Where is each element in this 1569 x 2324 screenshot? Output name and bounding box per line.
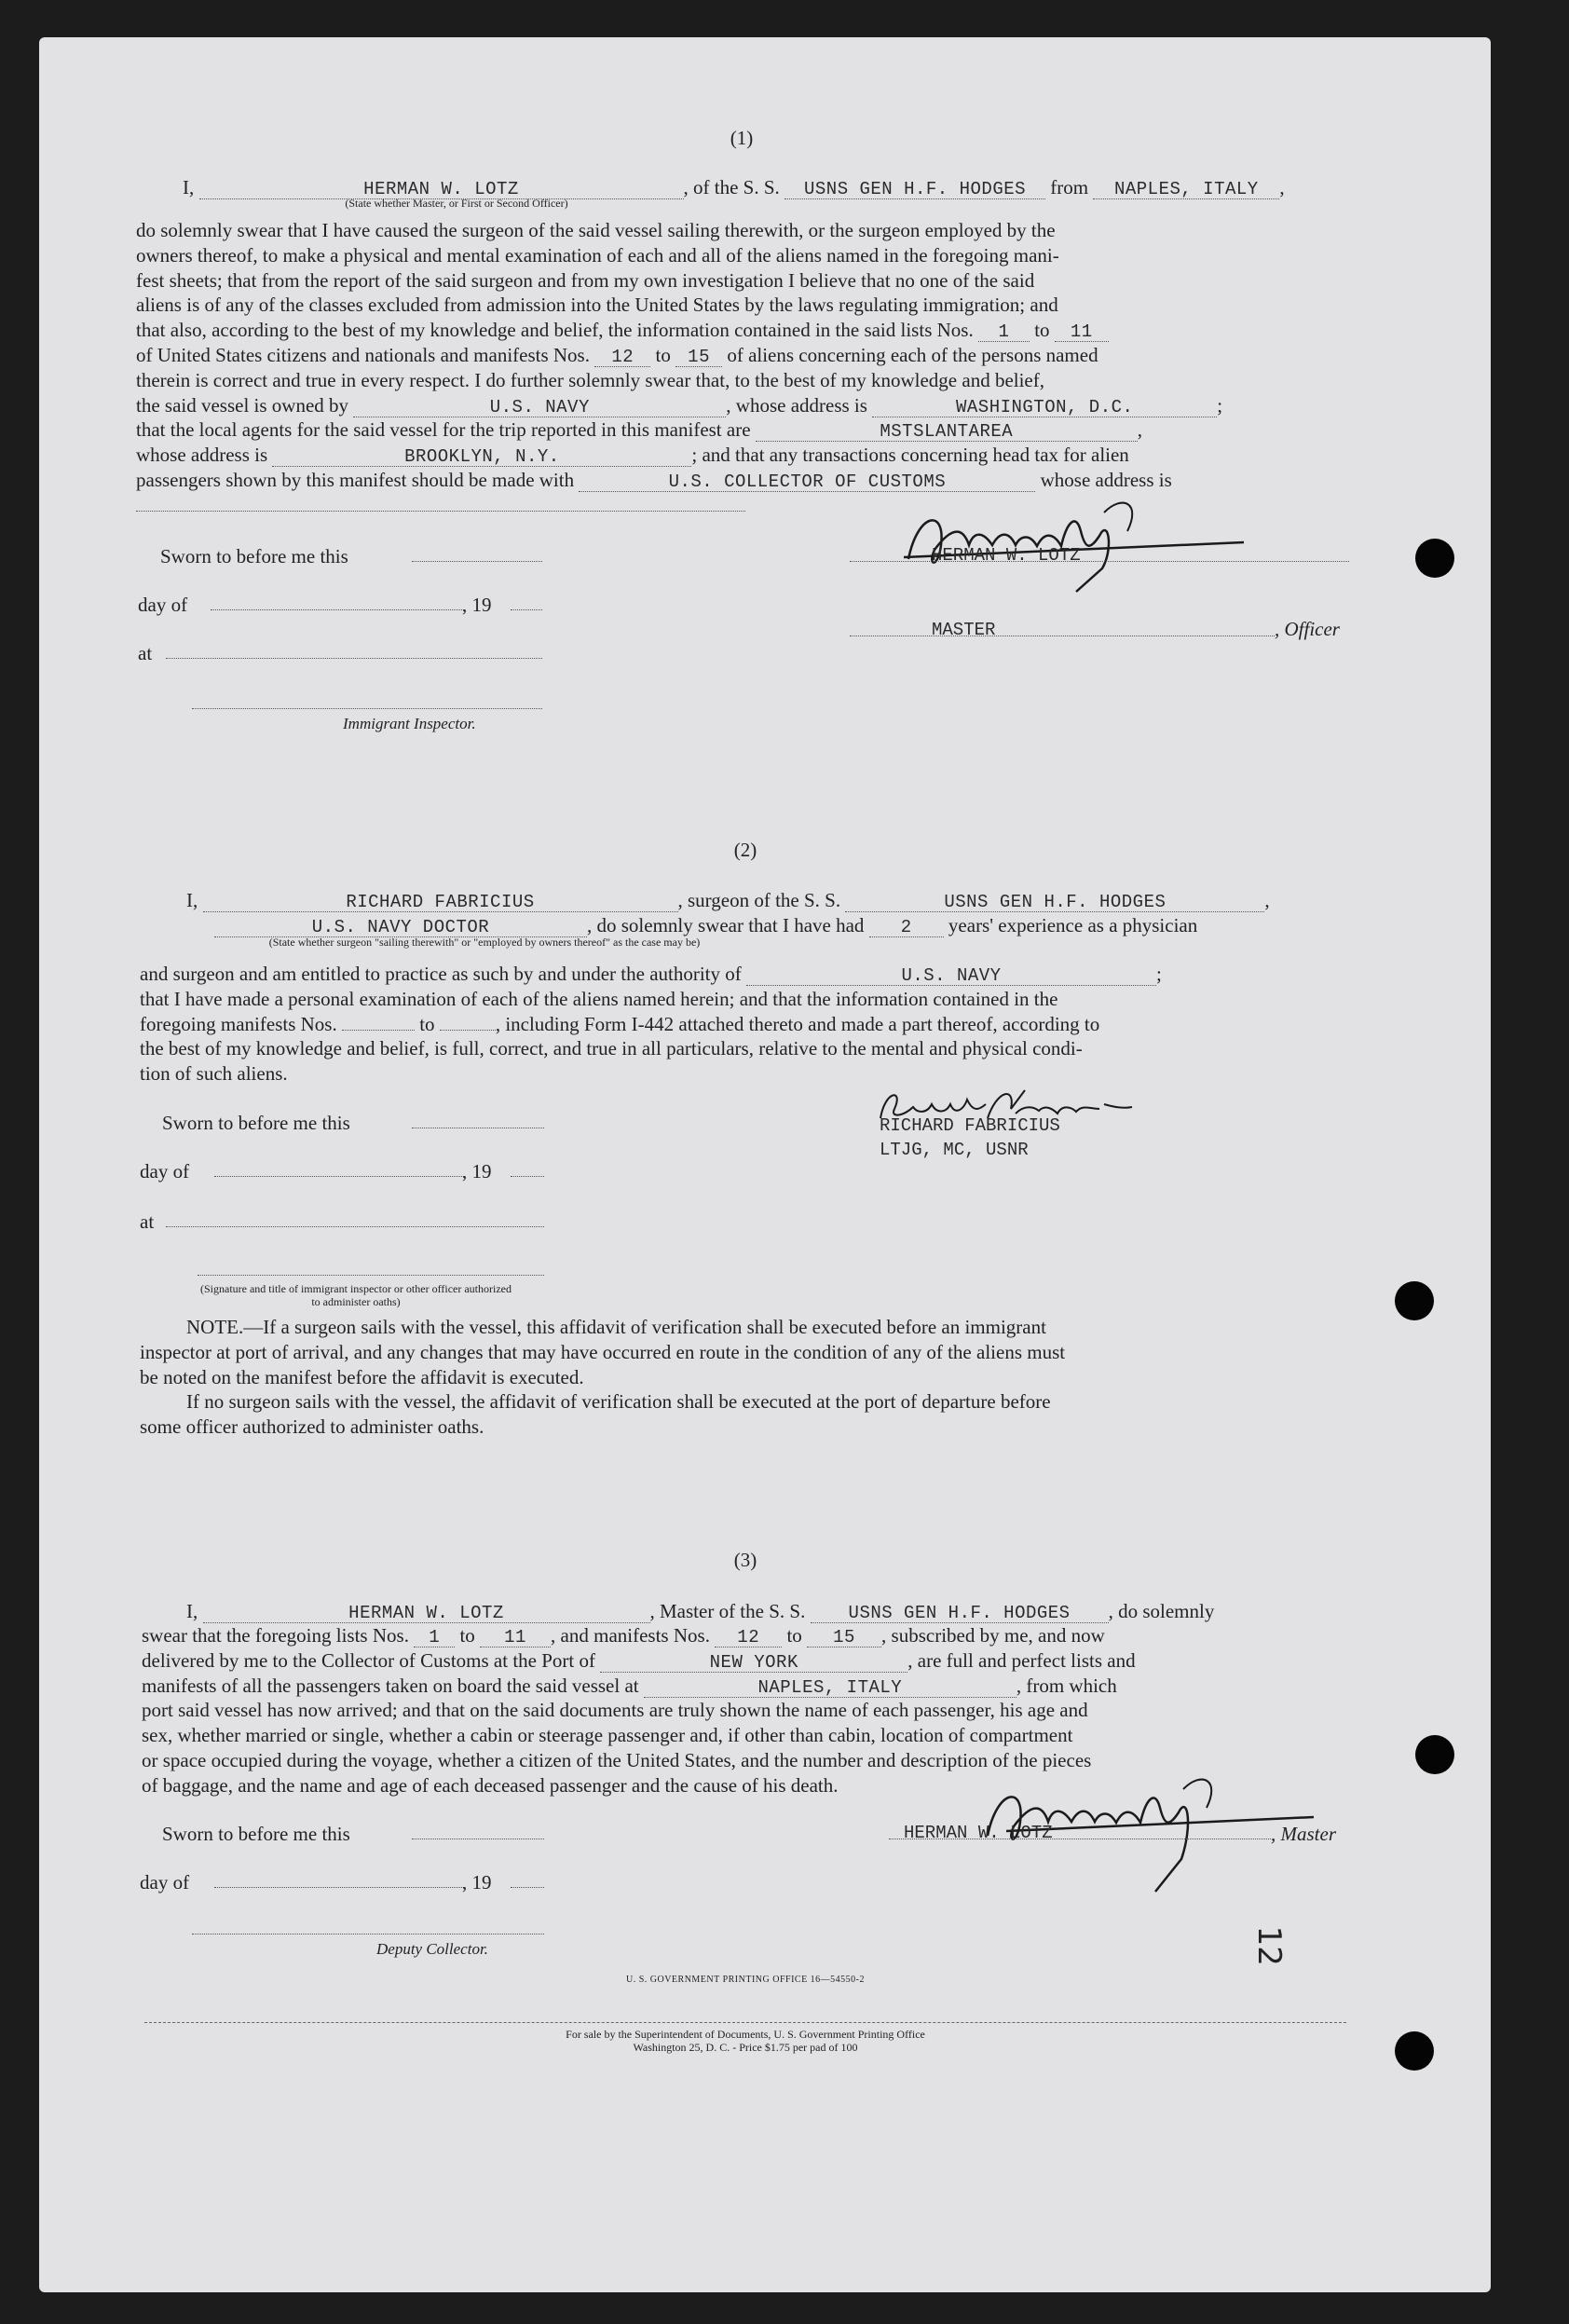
surgeon-status-field[interactable]: U.S. NAVY DOCTOR — [214, 918, 587, 937]
s1-year-line[interactable] — [511, 609, 542, 610]
manifest-to-field[interactable]: 15 — [675, 348, 722, 367]
status-hint: (State whether surgeon "sailing therewith" or "employed by owners thereof" as the case may be) — [268, 936, 701, 949]
s3-collector-label: Deputy Collector. — [376, 1940, 488, 1958]
s1-sworn: Sworn to before me this — [160, 545, 348, 567]
s3-list-from-field[interactable]: 1 — [414, 1628, 455, 1647]
punch-hole — [1415, 539, 1454, 578]
s3-ship-field[interactable]: USNS GEN H.F. HODGES — [811, 1604, 1109, 1623]
s1-body: do solemnly swear that I have caused the surgeon of the said vessel sailing therewith, or the surgeon employed by the owners thereof, to make a physical and mental examination of each and all of the aliens named in the foregoing mani- fest sheets; that from the report of the said surgeon and from my own investigation I believe that no one of the said aliens is of any of the classes excluded from admission into the United States by the laws regulating immigration; and that also, according to the best of my knowledge and belief, the information contained in the said lists Nos. 1 to 11 of United States citizens and nationals and manifests Nos. 12 to 15 of aliens concerning each of the persons named therein is correct and true in every respect. I do further solemnly swear that, to the best of my knowledge and belief, the said vessel is owned by U.S. NAVY , whose address is WASHINGTON, D.C. ; that the local agents for the said vessel for the trip reported in this manifest are MSTSLANTAREA , whose address is BROOKLYN, N.Y. ; and that any transactions concerning head tax for alien passengers shown by this manifest should be made with U.S. COLLECTOR OF CUSTOMS whose address is — [136, 219, 1223, 492]
s2-signed-name: RICHARD FABRICIUS — [880, 1115, 1060, 1136]
s2-year: , 19 — [462, 1160, 492, 1183]
s1-day-label: day of — [138, 594, 188, 616]
signature-master-1 — [890, 494, 1244, 587]
agents-field[interactable]: MSTSLANTAREA — [756, 422, 1138, 442]
address-blank-line[interactable] — [136, 511, 745, 512]
owner-address-field[interactable]: WASHINGTON, D.C. — [872, 398, 1217, 417]
port-of-entry-field[interactable]: NEW YORK — [600, 1653, 907, 1673]
departure-port-field[interactable]: NAPLES, ITALY — [1093, 180, 1279, 199]
s2-manifest-from-field[interactable] — [342, 1030, 415, 1031]
s1-officer-label: , Officer — [1275, 618, 1340, 640]
footer-divider — [144, 2022, 1346, 2023]
s2-body: and surgeon and am entitled to practice as such by and under the authority of U.S. NAVY ; that I have made a personal examination of each of the aliens named herein; and that the information contained in the foregoing manifests Nos. to , including Form I-442 attached thereto and made a part thereof, according to the best of my knowledge and belief, is full, correct, and true in all particulars, relative to the mental and physical condi- tion of such aliens. — [140, 963, 1162, 1086]
s1-signed-name: HERMAN W. LOTZ — [932, 545, 1081, 566]
s1-inspector-line[interactable] — [192, 708, 542, 709]
punch-hole — [1415, 1735, 1454, 1774]
list-to-field[interactable]: 11 — [1055, 322, 1109, 342]
s2-note: NOTE.—If a surgeon sails with the vessel, this affidavit of verification shall be executed before an immigrant inspector at port of arrival, and any changes that may have occurred en route in the condition of any of the aliens must be noted on the manifest before the affidavit is executed. If no surgeon sails with the vessel, the affidavit of verification shall be executed at the port of departure before some officer authorized to administer oaths. — [140, 1316, 1066, 1439]
s3-master-label: , Master — [1271, 1823, 1336, 1845]
s2-year-line[interactable] — [511, 1176, 544, 1177]
gpo-imprint: U. S. GOVERNMENT PRINTING OFFICE 16—54550-2 — [625, 1975, 866, 1985]
s3-sworn: Sworn to before me this — [162, 1823, 350, 1845]
s1-line-1: I, HERMAN W. LOTZ , of the S. S. USNS GEN H.F. HODGES from NAPLES, ITALY , — [183, 176, 1285, 199]
s3-list-to-field[interactable]: 11 — [480, 1628, 551, 1647]
section-3-number: (3) — [733, 1549, 757, 1571]
head-tax-field[interactable]: U.S. COLLECTOR OF CUSTOMS — [579, 472, 1035, 492]
s2-rank: LTJG, MC, USNR — [880, 1140, 1029, 1160]
authority-field[interactable]: U.S. NAVY — [746, 966, 1156, 986]
surgeon-name-field[interactable]: RICHARD FABRICIUS — [203, 893, 678, 912]
owner-field[interactable]: U.S. NAVY — [353, 398, 726, 417]
punch-hole — [1395, 1281, 1434, 1320]
s3-year-line[interactable] — [511, 1887, 544, 1888]
ship-name-field[interactable]: USNS GEN H.F. HODGES — [784, 180, 1045, 199]
sale-notice-2: Washington 25, D. C. - Price $1.75 per pad of 100 — [633, 2041, 858, 2054]
s2-manifest-to-field[interactable] — [440, 1030, 496, 1031]
s2-inspector-line[interactable] — [198, 1275, 544, 1276]
punch-hole — [1395, 2031, 1434, 2071]
s3-year: , 19 — [462, 1871, 492, 1893]
s2-sig-hint: (Signature and title of immigrant inspector or other officer authorized to administer oaths) — [199, 1282, 512, 1308]
s3-line-1: I, HERMAN W. LOTZ , Master of the S. S. USNS GEN H.F. HODGES , do solemnly — [186, 1600, 1215, 1623]
master-name-field[interactable]: HERMAN W. LOTZ — [199, 180, 684, 199]
s1-signature-line[interactable] — [850, 561, 1349, 562]
s2-at-line[interactable] — [166, 1226, 544, 1227]
s3-day-line[interactable] — [214, 1887, 464, 1888]
s1-day-line[interactable] — [211, 609, 464, 610]
s2-ship-field[interactable]: USNS GEN H.F. HODGES — [845, 893, 1264, 912]
s3-signed-name: HERMAN W. LOTZ — [904, 1823, 1053, 1843]
name-hint: (State whether Master, or First or Second Officer) — [345, 197, 568, 210]
s1-officer-title: MASTER — [932, 620, 996, 640]
s2-line-2: U.S. NAVY DOCTOR , do solemnly swear that I have had 2 years' experience as a physician — [214, 913, 1197, 938]
s3-manifest-from-field[interactable]: 12 — [715, 1628, 782, 1647]
s1-inspector-label: Immigrant Inspector. — [343, 715, 476, 732]
s1-at-line[interactable] — [166, 658, 542, 659]
s3-master-name-field[interactable]: HERMAN W. LOTZ — [203, 1604, 650, 1623]
sale-notice-1: For sale by the Superintendent of Documents, U. S. Government Printing Office — [566, 2028, 925, 2041]
s3-day-label: day of — [140, 1871, 190, 1893]
boarded-at-field[interactable]: NAPLES, ITALY — [644, 1678, 1016, 1698]
s1-sworn-line[interactable] — [412, 561, 542, 562]
s1-year: , 19 — [462, 594, 492, 616]
s2-sworn: Sworn to before me this — [162, 1112, 350, 1134]
s2-at-label: at — [140, 1210, 155, 1233]
page-mark: 12 — [1249, 1925, 1288, 1966]
section-1-number: (1) — [730, 127, 754, 149]
s2-day-line[interactable] — [214, 1176, 464, 1177]
s3-manifest-to-field[interactable]: 15 — [807, 1628, 881, 1647]
s2-line-1: I, RICHARD FABRICIUS , surgeon of the S. S. USNS GEN H.F. HODGES , — [186, 889, 1270, 912]
list-from-field[interactable]: 1 — [978, 322, 1030, 342]
agents-address-field[interactable]: BROOKLYN, N.Y. — [272, 447, 691, 467]
s2-day-label: day of — [140, 1160, 190, 1183]
section-2-number: (2) — [733, 839, 757, 861]
s3-body: swear that the foregoing lists Nos. 1 to 11 , and manifests Nos. 12 to 15 , subscribed by me, and now delivered by me to the Collector of Customs at the Port of NEW YORK , are full and perfect lists and manifests of all the passengers taken on board the said vessel at NAPLES, ITALY , from which port said vessel has now arrived; and that on the said documents are truly shown the name of each passenger, his age and sex, whether married or single, whether a cabin or steerage passenger and, if other than cabin, location of compartment or space occupied during the voyage, whether a citizen of the United States, and the number and description of the pieces of baggage, and the name and age of each deceased passenger and the cause of his death. — [142, 1624, 1136, 1797]
manifest-from-field[interactable]: 12 — [594, 348, 650, 367]
years-field[interactable]: 2 — [869, 918, 944, 937]
s1-at-label: at — [138, 642, 153, 664]
